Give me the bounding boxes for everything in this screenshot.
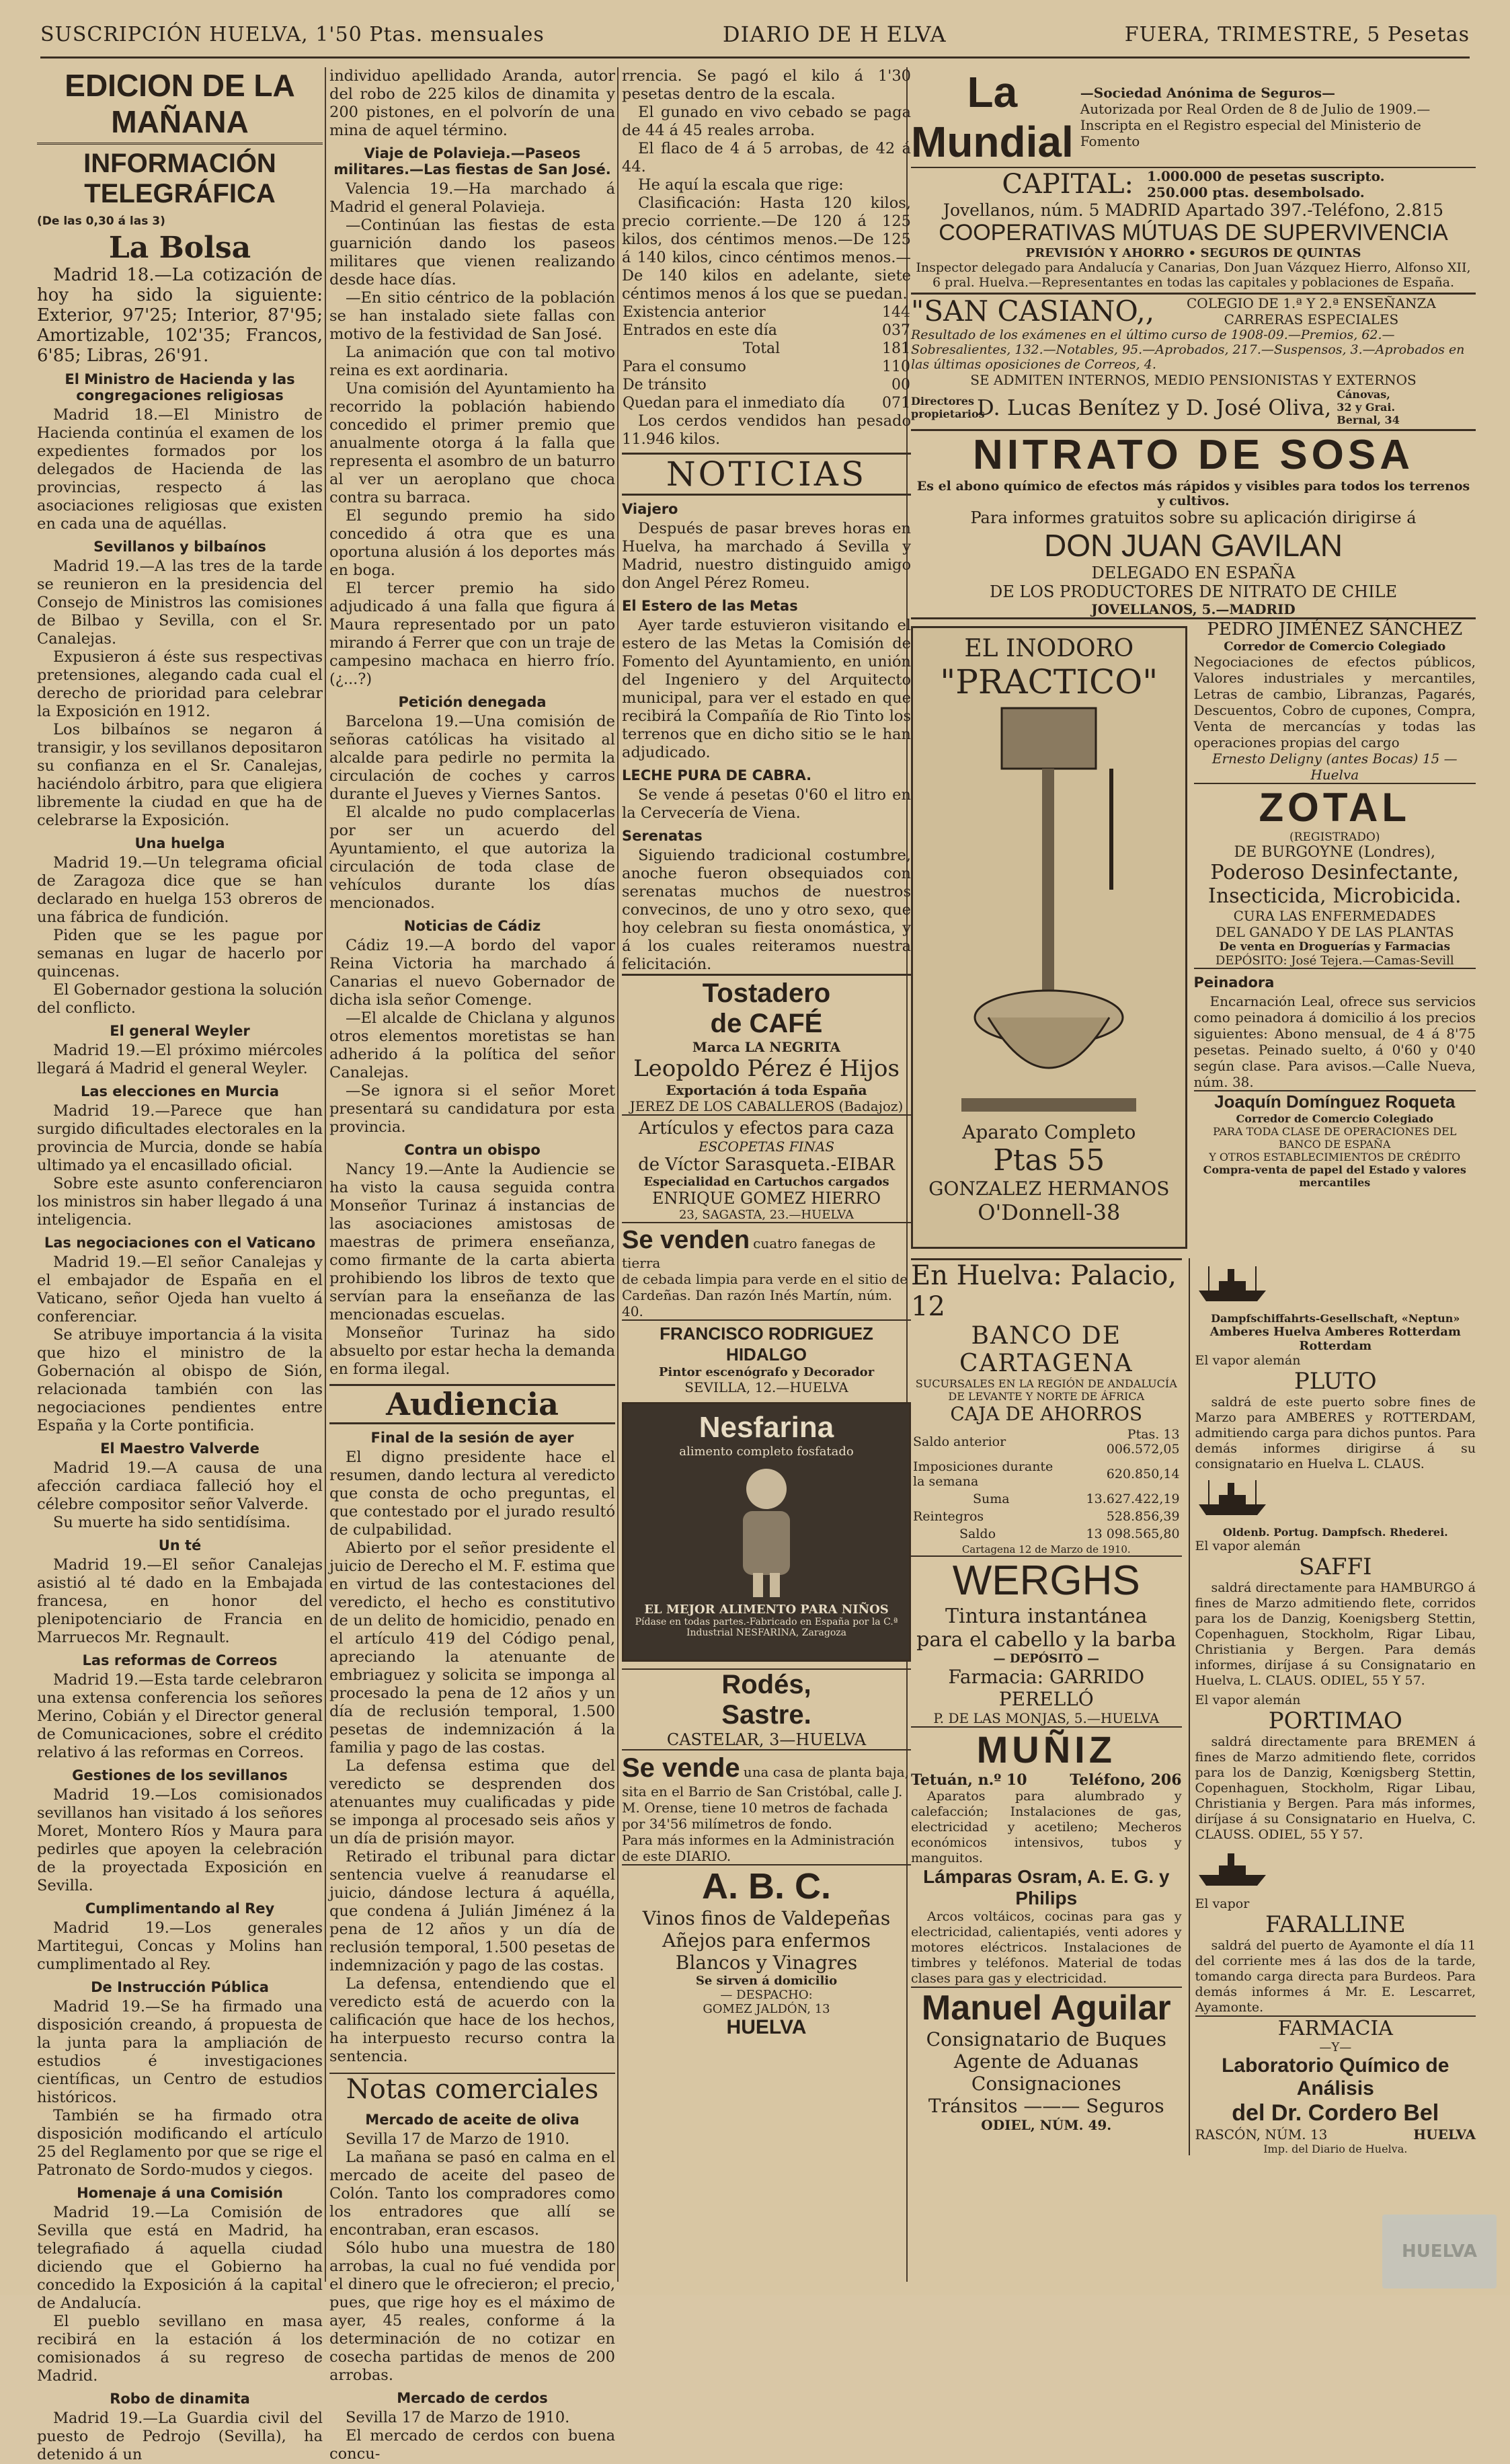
ad-line: P. DE LAS MONJAS, 5.—HUELVA — [911, 1710, 1182, 1728]
ad-line: RASCÓN, NÚM. 13 — [1195, 2126, 1328, 2143]
ad-line: de CAFÉ — [710, 1009, 823, 1038]
article-text: El pueblo sevillano en masa recibirá en la estación á los comisionados á su regreso de Madrid. — [37, 2313, 323, 2385]
ad-line: Directores propietarios — [911, 394, 985, 420]
ad-abc — [622, 1864, 911, 2039]
table-row — [622, 340, 911, 358]
ad-line: BANCO DE CARTAGENA — [959, 1322, 1134, 1377]
article-text: —En sitio céntrico de la población se han instalado siete fallas con motivo de la festividad de San José. — [329, 289, 615, 343]
ad-line: saldrá directamente para BREMEN á fines de Marzo admitiendo flete, corridos para los de Danzig, Kœnigsberg Stettin, Copenhaguen, Stockholm, Rigar Libau, Christiania y Bergen. Para más informes, diríjase á su Consignatario en Huelva, C. CLAUSS. ODIEL, 55 Y 57. — [1195, 1734, 1476, 1842]
article-text: Madrid 19.—El señor Canalejas y el embajador de España en el Vaticano, señor Ojeda han vuelto á conferenciar. — [37, 1254, 323, 1325]
article-heading: El Ministro de Hacienda y las congregaciones religiosas — [65, 371, 295, 403]
article-text: Madrid 19.—El próximo miércoles llegará á Madrid el general Weyler. — [37, 1042, 323, 1077]
ad-line: JOVELLANOS, 5.—MADRID — [911, 601, 1476, 619]
article-heading: Final de la sesión de ayer — [370, 1430, 574, 1446]
table-cell: Entrados en este día — [623, 322, 777, 339]
table-cell: 528.856,39 — [1106, 1509, 1180, 1524]
ad-line: EL INODORO — [964, 635, 1134, 662]
table-cell: Imposiciones durante la semana — [913, 1459, 1054, 1489]
ad-line: FARALLINE — [1265, 1911, 1406, 1938]
ad-line: El vapor — [1195, 1896, 1250, 1911]
table-cell: Quedan para el inmediato día — [623, 395, 846, 412]
article-text: rrencia. Se pagó el kilo á 1'30 pesetas dentro de la escala. — [622, 67, 911, 103]
ad-line: Aparato Completo — [962, 1121, 1136, 1143]
table-cell: 071 — [882, 395, 910, 412]
article-text: Sevilla 17 de Marzo de 1910. — [346, 2409, 570, 2426]
ad-line: Artículos y efectos para caza — [638, 1118, 895, 1139]
article-text: Valencia 19.—Ha marchado á Madrid el general Polavieja. — [329, 180, 615, 216]
article-text: Expusieron á éste sus respectivas pretensiones, alegando cada cual el derecho de prioridad para celebrar la Exposición en 1912. — [37, 648, 323, 720]
ad-line: DEPÓSITO: José Tejera.—Camas-Sevill — [1194, 954, 1476, 969]
ad-line: DELEGADO EN ESPAÑA — [1091, 564, 1296, 582]
article-text: La defensa estima que del veredicto se desprenden dos atenuantes muy cualificadas y pide se imponga al procesado seis años y un día de prisión mayor. — [329, 1757, 615, 1847]
ad-casa — [622, 1749, 911, 1864]
ad-line: Insecticida, Microbicida. — [1207, 884, 1462, 908]
table-cell: Existencia anterior — [623, 304, 766, 321]
savings-table — [911, 1425, 1182, 1543]
ad-line: — DEPÓSITO — — [993, 1652, 1100, 1666]
ad-line: El vapor alemán — [1195, 1693, 1301, 1707]
article-text: —Continúan las fiestas de esta guarnición dando los paseos militares que vienen realizando desde hace días. — [329, 217, 615, 288]
masthead — [40, 12, 1470, 59]
table-cell: Total — [743, 340, 781, 357]
ad-line: ENRIQUE GOMEZ HIERRO — [651, 1189, 881, 1208]
ad-line: Ernesto Deligny (antes Bocas) 15 —Huelva — [1194, 750, 1476, 784]
ad-la-mundial — [911, 67, 1476, 168]
ad-line: CAJA DE AHORROS — [950, 1403, 1143, 1425]
ad-line: A. B. C. — [701, 1866, 831, 1907]
ad-line: Tránsitos ——— Seguros — [928, 2095, 1164, 2117]
ad-line: Joaquín Domínguez Roqueta — [1214, 1091, 1456, 1112]
table-cell: 181 — [882, 340, 910, 357]
ad-line: Peinadora — [1193, 974, 1275, 991]
table-row — [912, 1491, 1181, 1507]
article-text: Madrid 19.—La Comisión de Sevilla que está en Madrid, ha telegrafiado á aquella ciudad diciendo que el Gobierno ha concedido la Exposición á la capital de Andalucía. — [37, 2204, 323, 2312]
article-text: Los cerdos vendidos han pesado 11.946 kilos. — [622, 412, 911, 448]
article-heading: Viajero — [622, 501, 678, 517]
ad-line: Rodés, — [721, 1670, 811, 1699]
ad-line: Blancos y Vinagres — [675, 1952, 858, 1974]
ad-line: Corredor de Comercio Colegiado — [1224, 640, 1446, 654]
ad-ships-stack — [1189, 1258, 1476, 2155]
table-cell: Saldo anterior — [913, 1434, 1006, 1449]
table-cell: 144 — [882, 304, 910, 321]
table-row — [622, 376, 911, 394]
ad-line: Consignatario de Buques — [926, 2028, 1166, 2050]
column-news — [329, 67, 615, 2463]
ad-line: Se sirven á domicilio — [695, 1974, 838, 1988]
toilet-illustration-icon — [948, 701, 1150, 1118]
ad-line: Inspector delegado para Andalucía y Canarias, Don Juan Vázquez Hierro, Alfonso XII, 6 pral. Huelva.—Representantes en todas las capitales y poblaciones de España. — [911, 260, 1476, 295]
article-heading: Gestiones de los sevillanos — [72, 1767, 288, 1783]
article-text: Madrid 19.—Los generales Martitegui, Concas y Molins han cumplimentado al Rey. — [37, 1919, 323, 1973]
ad-line: "SAN CASIANO,, — [911, 295, 1155, 328]
noticias-title: NOTICIAS — [622, 453, 911, 496]
table-cell: Ptas. 13 006.572,05 — [1106, 1427, 1180, 1457]
ad-san-casiano — [911, 295, 1476, 328]
table-row — [622, 303, 911, 321]
article-heading: Las elecciones en Murcia — [80, 1083, 280, 1100]
bolsa-title: La Bolsa — [108, 231, 251, 265]
article-text: Monseñor Turinaz ha sido absuelto por estar hecha la demanda en forma ilegal. — [329, 1324, 615, 1378]
ad-line: ZOTAL — [1259, 785, 1410, 830]
table-cell: De tránsito — [623, 377, 707, 393]
ad-line: SEVILLA, 12.—HUELVA — [684, 1379, 848, 1395]
table-row — [622, 358, 911, 376]
ad-line: Sastre. — [721, 1700, 811, 1730]
table-row — [622, 394, 911, 412]
article-heading: Una huelga — [134, 835, 225, 851]
article-text: Sólo hubo una muestra de 180 arrobas, la cual no fué vendida por el dinero que le ofrecieron; el precio, pues, que rige hoy es el máximo de ayer, 45 reales, conforme á la determinación de no cotizar en cosecha partidas de menos de 200 arrobas. — [329, 2239, 615, 2384]
article-text: Después de pasar breves horas en Huelva, ha marchado á Sevilla y Madrid, nuestro distinguido amigo don Angel Pérez Romeu. — [622, 520, 911, 592]
steamship-icon — [1195, 1476, 1269, 1519]
article-text: Madrid 19.—La Guardia civil del puesto de Pedrojo (Sevilla), ha detenido á un — [37, 2410, 323, 2463]
ad-nitrato — [911, 431, 1476, 619]
archive-stamp: HUELVA — [1382, 2215, 1497, 2288]
table-cell: Reintegros — [913, 1509, 984, 1524]
table-cell: 037 — [882, 322, 910, 339]
ad-line: Corredor de Comercio Colegiado — [1236, 1112, 1433, 1125]
ad-inodoro — [911, 626, 1187, 1249]
ad-line: Resultado de los exámenes en el último curso de 1908-09.—Premios, 62.—Sobresalientes, 132.—Notables, 95.—Aprobados, 217.—Suspensos, 3.—Aprobados en las últimas oposiciones de Correos, 4. — [911, 328, 1465, 372]
pig-market-table — [622, 303, 911, 412]
ad-caza — [622, 1114, 911, 1222]
article-text: Los bilbaínos se negaron á transigir, y los sevillanos depositaron su confianza en el Sr. Canalejas, haciéndolo árbitro, para que eligiera libremente la ciudad en que ha de celebrarse la Exposición. — [37, 721, 323, 829]
ad-line: Tintura instantánea — [945, 1605, 1148, 1628]
article-heading: Viaje de Polavieja.—Paseos militares.—Las fiestas de San José. — [333, 145, 611, 178]
ad-line: Cánovas, 32 y Grai. Bernal, 34 — [1337, 388, 1400, 426]
article-heading: Serenatas — [622, 828, 703, 844]
ad-block — [911, 168, 1476, 200]
article-heading: Noticias de Cádiz — [403, 918, 541, 934]
ad-line: DON JUAN GAVILAN — [1044, 528, 1343, 563]
ad-line: Encarnación Leal, ofrece sus servicios como peinadora á domicilio á los precios siguientes: Abono mensual, de 4 á 8'75 pesetas. Peinado suelto, á 0'60 y 0'40 según clase. Para avisos.—Calle Nueva, núm. 38. — [1193, 993, 1476, 1090]
ad-line: Es el abono químico de efectos más rápidos y visibles para todos los terrenos y cultivos. — [916, 479, 1470, 508]
ad-line: Y OTROS ESTABLECIMIENTOS DE CRÉDITO — [1209, 1151, 1461, 1163]
article-text: El digno presidente hace el resumen, dando lectura al veredicto que consta de ocho preguntas, el que contestado por el jurado resultó de culpabilidad. — [329, 1449, 615, 1539]
article-text: También se ha firmado otra disposición modificando el artículo 25 del Reglamento por que se rige el Patronato de Sordo-mudos y ciegos. — [37, 2107, 323, 2179]
ad-line: DEL GANADO Y DE LAS PLANTAS — [1215, 924, 1454, 940]
ad-left-stack — [911, 1258, 1182, 2155]
ad-line: una casa de planta baja, sita en el Barrio de San Cristóbal, calle J. M. Orense, tiene 10 metros de fachada por 34'56 milímetros de fondo. — [622, 1764, 909, 1832]
article-heading: Cumplimentando al Rey — [85, 1900, 275, 1917]
ad-line: PREVISIÓN Y AHORRO • SEGUROS DE QUINTAS — [1025, 246, 1361, 260]
ad-line: Consignaciones — [971, 2073, 1121, 2095]
ad-line: de cebada limpia para verde en el sitio de Cardeñas. Dan razón Inés Martín, núm. 40. — [622, 1271, 908, 1319]
ad-line: D. Lucas Benítez y D. José Oliva, — [977, 394, 1332, 420]
child-illustration-icon — [699, 1459, 834, 1600]
ad-line: Ptas 55 — [993, 1143, 1105, 1178]
table-row — [912, 1426, 1181, 1457]
ad-line: O'Donnell-38 — [978, 1200, 1121, 1225]
ad-line: ESCOPETAS FINAS — [698, 1139, 835, 1155]
ad-line: GONZALEZ HERMANOS — [928, 1178, 1170, 1200]
ad-line: El vapor alemán — [1195, 1539, 1301, 1553]
ad-line: CAPITAL: — [1002, 169, 1134, 200]
notas-title: Notas comerciales — [329, 2073, 615, 2105]
ad-line: Negociaciones de efectos públicos, Valores industriales y mercantiles, Letras de cambio, Libranzas, Pagarés, Descuentos, Cobro de cupones, Compra, Venta de mercancías y todas las operaciones propias del cargo — [1193, 654, 1476, 750]
ad-line: De venta en Droguerías y Farmacias — [1219, 940, 1451, 954]
ad-line: Autorizada por Real Orden de 8 de Julio de 1909.—Inscripta en el Registro especial del Ministerio de Fomento — [1080, 101, 1431, 149]
ad-line: NITRATO DE SOSA — [972, 432, 1415, 478]
article-text: Piden que se les pague por semanas en lugar de hacerlo por quincenas. — [37, 927, 323, 980]
ad-line: Vinos finos de Valdepeñas — [642, 1907, 891, 1929]
ad-tostadero — [622, 974, 911, 1114]
article-heading: Robo de dinamita — [110, 2391, 250, 2407]
ad-line: CASTELAR, 3—HUELVA — [666, 1730, 867, 1749]
article-heading: El Maestro Valverde — [100, 1440, 260, 1457]
ad-line: saldrá de este puerto sobre fines de Marzo para AMBERES y ROTTERDAM, admitiendo carga para dichos puntos. Para demás informes dirigirse á su consignatario en Huelva L. CLAUS. — [1195, 1395, 1476, 1471]
ad-line: ODIEL, NÚM. 49. — [981, 2117, 1112, 2133]
ad-line: Pintor escenógrafo y Decorador — [658, 1365, 875, 1379]
ad-line: Para informes gratuitos sobre su aplicación dirigirse á — [970, 508, 1417, 527]
ad-block — [1147, 168, 1385, 200]
ad-line: Oldenb. Portug. Dampfsch. Rhederei. — [1222, 1526, 1448, 1539]
ad-line: Manuel Aguilar — [921, 1989, 1171, 2028]
ad-line: JEREZ DE LOS CABALLEROS (Badajoz) — [629, 1098, 904, 1114]
ad-line: HUELVA — [1413, 2126, 1476, 2143]
ad-row-inodoro — [911, 619, 1476, 1256]
article-text: La defensa, entendiendo que el veredicto está de acuerdo con la calificación que hace de los hechos, ha interpuesto recurso contra la sentencia. — [329, 1975, 615, 2065]
section-title: INFORMACIÓN TELEGRÁFICA — [83, 149, 276, 208]
ad-line: cuatro fanegas de tierra — [622, 1235, 876, 1271]
ad-block — [911, 1771, 1182, 1789]
ad-line: Amberes Huelva Amberes Rotterdam Rotterdam — [1209, 1325, 1461, 1353]
steamship-icon — [1195, 1847, 1269, 1890]
article-text: Una comisión del Ayuntamiento ha recorrido la población habiendo concedido el primer premio que anualmente otorga á la falla que representa el asombro de un baturro al ver un aeroplano que choca contra su barraca. — [329, 380, 615, 506]
ad-row-lower — [911, 1258, 1476, 2155]
ad-line: Agente de Aduanas — [953, 2050, 1139, 2073]
ad-line: CURA LAS ENFERMEDADES — [1233, 908, 1436, 924]
article-text: —Se ignora si el señor Moret presentará su candidatura por esta provincia. — [329, 1082, 615, 1136]
article-heading: Sevillanos y bilbaínos — [93, 539, 266, 555]
table-cell: Para el consumo — [623, 358, 746, 375]
ad-line: 250.000 ptas. desembolsado. — [1146, 184, 1365, 200]
article-text: Nancy 19.—Ante la Audiencie se ha visto la causa seguida contra Monseñor Turinaz á instancias de las asociaciones amistosas de maestras de primera enseñanza, como firmante de la carta abierta prohibiendo los libros de texto que servían para la enseñanza de las mencionadas escuelas. — [329, 1161, 615, 1323]
ad-line: saldrá del puerto de Ayamonte el día 11 del corriente mes á las dos de la tarde, tomando carga directa para Burdeos. Para demás informes á Mr. E. Lescarret, Ayamonte. — [1195, 1938, 1476, 2017]
article-text: Sobre este asunto conferenciaron los ministros sin haber llegado á una inteligencia. — [37, 1175, 323, 1229]
article-heading: Las negociaciones con el Vaticano — [44, 1235, 316, 1251]
article-text: Madrid 18.—El Ministro de Hacienda continúa el examen de los expedientes formados por los delegados de Hacienda de las provincias, respecto á las asociaciones religiosas que existen en cada una de aquéllas. — [37, 406, 323, 533]
ad-se-venden — [622, 1222, 911, 1319]
article-text: Se atribuye importancia á la visita que hizo el ministro de la Gobernación al obispo de Sión, relacionada también con las negociaciones pendientes entre España y la Corte pontificia. — [37, 1326, 323, 1434]
article-text: El mercado de cerdos con buena concu- — [329, 2427, 615, 2463]
table-row — [912, 1459, 1181, 1490]
table-row — [912, 1526, 1181, 1542]
ad-line: alimento completo fosfatado — [679, 1445, 854, 1459]
ad-line: Imp. del Diario de Huelva. — [1263, 2143, 1408, 2155]
ad-line: Teléfono, 206 — [1070, 1771, 1182, 1789]
article-text: Cádiz 19.—A bordo del vapor Reina Victoria ha marchado á Canarias el nuevo Gobernador de dicha isla señor Comenge. — [329, 937, 615, 1009]
ad-line: de Víctor Sarasqueta.-EIBAR — [638, 1155, 895, 1175]
article-heading: De Instrucción Pública — [91, 1979, 269, 1995]
article-text: El tercer premio ha sido adjudicado á una falla que figura á Maura representado por un pato mirando á Ferrer que con un traje de campesino machaca en hierro frío. (¿...?) — [329, 580, 615, 688]
ad-line: Poderoso Desinfectante, — [1210, 861, 1460, 884]
ad-line: SAFFI — [1299, 1553, 1372, 1580]
column-telegraphic — [37, 67, 323, 2463]
article-text: Madrid 19.—El señor Canalejas asistió al té dado en la Embajada francesa, en honor del plenipotenciario de Francia en Marruecos Mr. Regnault. — [37, 1556, 323, 1646]
article-heading: El Estero de las Metas — [622, 598, 798, 614]
ad-line: FARMACIA — [1277, 2017, 1393, 2040]
article-text: El segundo premio ha sido concedido á otra que es una oportuna alusión á los deportes más en boga. — [329, 507, 615, 579]
ad-line: COLEGIO DE 1.ª Y 2.ª ENSEÑANZA — [1187, 295, 1436, 311]
ad-line: Dampfschiffahrts-Gesellschaft, «Neptun» — [1211, 1312, 1460, 1325]
article-heading: Las reformas de Correos — [82, 1652, 278, 1668]
ad-line: WERGHS — [952, 1557, 1140, 1604]
article-text: Se vende á pesetas 0'60 el litro en la Cervecería de Viena. — [622, 786, 911, 822]
ad-line: Marca LA NEGRITA — [692, 1039, 841, 1055]
ad-line: Nesfarina — [699, 1411, 834, 1444]
article-text: Madrid 19.—A causa de una afección cardiaca falleció hoy el célebre compositor señor Valverde. — [37, 1459, 323, 1513]
column-rule — [325, 67, 326, 2282]
table-row — [912, 1508, 1181, 1525]
ad-line: EL MEJOR ALIMENTO PARA NIÑOS — [644, 1603, 889, 1617]
ad-line: Leopoldo Pérez é Hijos — [633, 1055, 900, 1082]
ad-line: Arcos voltáicos, cocinas para gas y electricidad, calientapiés, venti adores y motores eléctricos. Instalaciones de timbres y teléfonos. Material de todas clases para gas y electricidad. — [911, 1909, 1182, 1988]
ad-line: PEDRO JIMÉNEZ SÁNCHEZ — [1207, 619, 1463, 640]
hours-note: (De las 0,30 á las 3) — [37, 215, 165, 228]
article-text: Madrid 19.—Parece que han surgido dificultades electorales en la provincia de Murcia, donde se había ultimado ya el encasillado oficial. — [37, 1102, 323, 1174]
ad-line: 23, SAGASTA, 23.—HUELVA — [678, 1208, 855, 1222]
ad-line: PLUTO — [1294, 1368, 1377, 1395]
ad-line: Aparatos para alumbrado y calefacción; Instalaciones de gas, electricidad y acetileno; Mecheros económicos intensivos, tubos y manguitos. — [911, 1789, 1182, 1865]
ad-line: CARRERAS ESPECIALES — [1224, 311, 1399, 328]
article-text: He aquí la escala que rige: — [638, 176, 844, 194]
table-cell: Saldo — [959, 1527, 996, 1541]
ad-line: — DESPACHO: — [720, 1988, 813, 2002]
ad-right-stack — [1194, 619, 1476, 1256]
ad-line: Tostadero — [702, 978, 831, 1008]
article-heading: Homenaje á una Comisión — [77, 2185, 283, 2201]
column-rule — [617, 67, 619, 2282]
ad-block — [1080, 85, 1476, 149]
table-cell: Suma — [973, 1492, 1010, 1506]
masthead-left: SUSCRIPCIÓN HUELVA, 1'50 Ptas. mensuales — [40, 22, 545, 46]
article-text: Madrid 19.—Un telegrama oficial de Zaragoza dice que se han declarado en huelga 153 obreros de una fábrica de fundición. — [37, 854, 323, 926]
article-text: Ayer tarde estuvieron visitando el estero de las Metas la Comisión de Fomento del Ayuntamiento, en unión del Ingeniero y del Arquitecto municipal, para ver el estado en que recibirá la Compañía de Rio Tinto los terrenos que en dicho sitio se le han adjudicado. — [622, 617, 911, 761]
column-noticias — [622, 67, 911, 2282]
ad-line: COOPERATIVAS MÚTUAS DE SUPERVIVENCIA — [939, 220, 1448, 245]
column-ads — [911, 67, 1476, 2282]
ad-line: FRANCISCO RODRIGUEZ HIDALGO — [660, 1323, 873, 1364]
ad-line: SUCURSALES EN LA REGIÓN DE ANDALUCÍA DE LEVANTE Y NORTE DE ÁFRICA — [915, 1377, 1177, 1403]
ad-line: PARA TODA CLASE DE OPERACIONES DEL BANCO DE ESPAÑA — [1213, 1125, 1457, 1151]
ad-line: Para más informes en la Administración de este DIARIO. — [622, 1832, 895, 1864]
article-text: Sevilla 17 de Marzo de 1910. — [346, 2130, 570, 2148]
ad-line: Lámparas Osram, A. E. G. y Philips — [923, 1866, 1170, 1909]
edition-title: EDICION DE LA MAÑANA — [37, 67, 323, 145]
ad-line: 1.000.000 de pesetas suscripto. — [1146, 168, 1385, 184]
article-text: Barcelona 19.—Una comisión de señoras católicas ha visitado al alcalde para pedirle no permita la circulación de coches y carros durante el Jueves y Viernes Santos. — [329, 713, 615, 803]
ad-line: Cartagena 12 de Marzo de 1910. — [911, 1543, 1182, 1557]
ad-line: —Sociedad Anónima de Seguros— — [1080, 85, 1336, 101]
article-text: —El alcalde de Chiclana y algunos otros elementos moretistas se han adherido á la política del señor Canalejas. — [329, 1009, 615, 1081]
ad-rodriguez — [622, 1319, 911, 1395]
ad-line: Exportación á toda España — [666, 1082, 867, 1098]
ad-line: DE LOS PRODUCTORES DE NITRATO DE CHILE — [989, 582, 1398, 601]
table-cell: 620.850,14 — [1106, 1467, 1180, 1481]
ad-line: (REGISTRADO) — [1289, 831, 1380, 844]
ad-line: saldrá directamente para HAMBURGO á fines de Marzo admitiendo flete, corridos para los de Danzig, Koenigsberg Stettin, Copenhaguen, Stockholm, Rigar Libau, Christiania y Bergen. Para demás informes, diríjase á su Consignatario en Huelva, L. CLAUS. ODIEL, 55 Y 57. — [1195, 1580, 1476, 1688]
ad-line: Laboratorio Químico de Análisis — [1222, 2054, 1449, 2100]
article-text: La mañana se pasó en calma en el mercado de aceite del paseo de Colón. Tanto los compradores como los entradores que allí se encontraban, eran escasos. — [329, 2149, 615, 2239]
ad-line: MUÑIZ — [976, 1728, 1116, 1771]
article-heading: LECHE PURA DE CABRA. — [622, 767, 812, 783]
ad-line: DE BURGOYNE (Londres), — [1234, 844, 1435, 861]
article-text: Madrid 19.—Se ha firmado una disposición creando, á propuesta de la junta para la ampliación de estudios é investigaciones científicas, un Centro de estudios históricos. — [37, 1998, 323, 2106]
ad-line: El vapor alemán — [1195, 1353, 1301, 1368]
ad-line: Tetuán, n.º 10 — [911, 1771, 1027, 1789]
ad-line: "PRACTICO" — [940, 662, 1158, 701]
ad-line: Jovellanos, núm. 5 MADRID Apartado 397.-Teléfono, 2.815 — [943, 200, 1444, 220]
article-heading: Mercado de aceite de oliva — [365, 2112, 580, 2128]
article-text: Clasificación: Hasta 120 kilos, precio corriente.—De 120 á 125 kilos, dos céntimos menos.—De 125 á 140 kilos, cinco céntimos menos.—De 140 kilos en adelante, siete céntimos menos á los que se puedan. — [622, 194, 911, 303]
article-text: Madrid 18.—La cotización de hoy ha sido la siguiente: Exterior, 97'25; Interior, 87'95; Amortizable, 102'35; Francos, 6'85; Libras, 26'91. — [37, 265, 323, 366]
table-cell: 13 098.565,80 — [1086, 1527, 1180, 1541]
steamship-icon — [1195, 1262, 1269, 1305]
audiencia-title: Audiencia — [329, 1384, 615, 1424]
ad-block — [1195, 2126, 1476, 2143]
article-text: individuo apellidado Aranda, autor del robo de 225 kilos de dinamita y 200 pistones, en el polvorín de una mina de aquel término. — [329, 67, 615, 139]
ad-line: Se venden — [622, 1226, 750, 1254]
article-text: El alcalde no pudo complacerlas por ser un acuerdo del Ayuntamiento, el que autoriza la circulación de toda clase de vehículos durante los días mencionados. — [329, 804, 615, 912]
ad-line: En Huelva: Palacio, 12 — [911, 1258, 1182, 1322]
article-text: El flaco de 4 á 5 arrobas, de 42 á 44. — [622, 140, 911, 176]
article-text: Madrid 19.—Esta tarde celebraron una extensa conferencia los señores Merino, Cobián y el Director general de Comunicaciones, sobre el crédito relativo á las reformas en Correos. — [37, 1671, 323, 1761]
ad-block — [911, 388, 1476, 431]
table-cell: 13.627.422,19 — [1086, 1492, 1180, 1506]
article-heading: Contra un obispo — [404, 1142, 541, 1158]
table-row — [622, 321, 911, 340]
ad-line: HUELVA — [726, 2016, 807, 2038]
ad-line: SE ADMITEN INTERNOS, MEDIO PENSIONISTAS Y EXTERNOS — [970, 372, 1417, 388]
ad-line: para el cabello y la barba — [916, 1628, 1177, 1652]
ad-line: del Dr. Cordero Bel — [1232, 2100, 1439, 2126]
ad-line: Pídase en todas partes.-Fabricado en España por la C.ª Industrial NESFARINA, Zaragoza — [635, 1617, 898, 1638]
ad-line: La Mundial — [911, 68, 1074, 166]
ad-line: GOMEZ JALDÓN, 13 — [703, 2002, 830, 2016]
masthead-center: DIARIO DE H ELVA — [722, 22, 947, 47]
ad-line: Añejos para enfermos — [662, 1929, 871, 1952]
article-text: Abierto por el señor presidente el juicio de Derecho el M. F. estima que en virtud de las contestaciones del veredicto, el hecho es constitutivo de un delito de homicidio, penado en el artículo 419 del Código penal, apreciando la atenuante de embriaguez y solicita se imponga al procesado la pena de 12 años y un día de reclusión temporal, 1.500 pesetas de indemnización á la familia y pago de las costas. — [329, 1539, 615, 1757]
table-cell: 110 — [882, 358, 910, 375]
article-heading: El general Weyler — [110, 1023, 250, 1039]
article-text: Siguiendo tradicional costumbre, anoche fueron obsequiados con serenatas muchos de nuestros convecinos, de uno y otro sexo, que hoy celebran su fiesta onomástica, y á los cuales reiteramos nuestra felicitación. — [622, 847, 911, 973]
ad-line: Compra-venta de papel del Estado y valores mercantiles — [1203, 1163, 1466, 1189]
article-heading: Un té — [158, 1537, 202, 1553]
article-text: El Gobernador gestiona la solución del conflicto. — [37, 981, 323, 1017]
article-text: Madrid 19.—A las tres de la tarde se reunieron en la presidencia del Consejo de Ministros las comisiones de Bilbao y Sevilla, con el Sr. Canalejas. — [37, 557, 323, 648]
ad-rodes — [622, 1668, 911, 1749]
article-heading: Mercado de cerdos — [397, 2390, 548, 2406]
ad-line: Se vende — [622, 1753, 740, 1783]
ad-nesfarina — [622, 1402, 911, 1662]
ad-block — [1187, 295, 1436, 328]
ad-line: Farmacia: GARRIDO PERELLÓ — [948, 1666, 1145, 1710]
article-text: Retirado el tribunal para dictar sentencia vuelve á reanudarse el juicio, dándose lectura á aquélla, que condena á Julián Jiménez á la pena de 12 años y un día de reclusión temporal, 1.500 pesetas de indemnización y pago de las costas. — [329, 1848, 615, 1974]
article-text: El gunado en vivo cebado se paga de 44 á 45 reales arroba. — [622, 104, 911, 139]
ad-line: —Y— — [1319, 2040, 1352, 2054]
article-text: Madrid 19.—Los comisionados sevillanos han visitado á los señores Moret, Montero Ríos y Maura para pedirles que apoyen la celebración de la proyectada Exposición en Sevilla. — [37, 1786, 323, 1894]
article-heading: Petición denegada — [398, 694, 547, 710]
ad-line: PORTIMAO — [1268, 1707, 1402, 1734]
article-text: La animación que con tal motivo reina es ext aordinaria. — [329, 344, 615, 379]
ad-line: Especialidad en Cartuchos cargados — [643, 1175, 889, 1189]
masthead-right: FUERA, TRIMESTRE, 5 Pesetas — [1124, 22, 1470, 46]
table-cell: 00 — [891, 377, 910, 393]
article-text: Su muerte ha sido sentidísima. — [53, 1514, 291, 1531]
